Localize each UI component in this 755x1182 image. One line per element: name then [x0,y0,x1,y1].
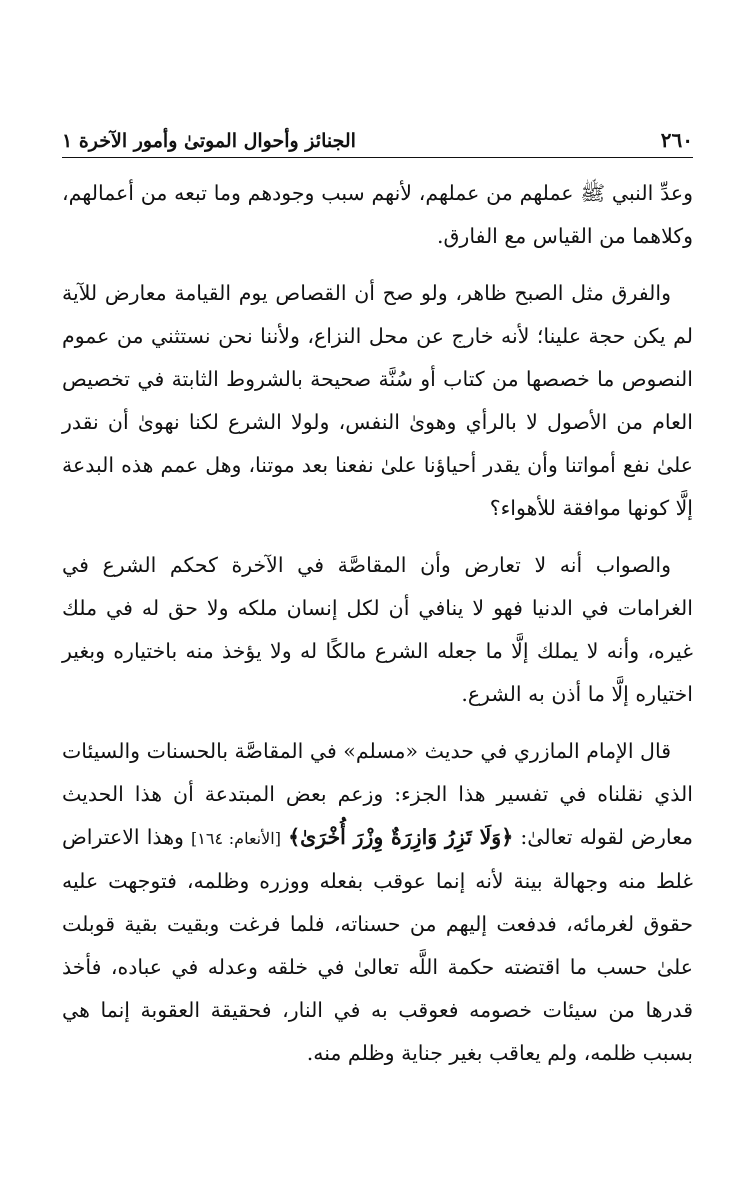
header-divider [62,157,693,158]
body-text [62,172,693,1089]
page-number: ٢٦٠ [660,128,693,152]
quran-verse: ﴿وَلَا تَزِرُ وَازِرَةٌ وِزْرَ أُخْرَىٰ﴾ [288,825,514,849]
paragraph-4-rest: وهذا الاعتراض غلط منه وجهالة بينة لأنه إنما عوقب بفعله ووزره وظلمه، فتوجهت عليه حقوق لغرمائه، فدفعت إليهم من حسناته، فلما فرغت وبقيت بقية قوبلت علىٰ حسب ما اقتضته حكمة اللَّه تعالىٰ في خلقه وعدله في عباده، فأخذ قدرها من سيئات خصومه فعوقب به في النار، فحقيقة العقوبة إنما هي بسبب ظلمه، ولم يعاقب بغير جناية وظلم منه. [62,825,693,1065]
page-header [62,118,693,152]
paragraph-4 [62,730,693,1075]
running-title: الجنائز وأحوال الموتىٰ وأمور الآخرة ١ [62,130,356,152]
verse-reference: [الأنعام: ١٦٤] [191,829,281,848]
paragraph-1: وعدِّ النبي ﷺ عملهم من عملهم، لأنهم سبب وجودهم وما تبعه من أعمالهم، وكلاهما من القياس مع الفارق. [62,181,693,248]
paragraph-4-intro: قال الإمام المازري في حديث «مسلم» في المقاصَّة بالحسنات والسيئات الذي نقلناه في تفسير هذا الجزء: وزعم بعض المبتدعة أن هذا الحديث معارض لقوله تعالىٰ: [62,739,693,849]
paragraph-2: والفرق مثل الصبح ظاهر، ولو صح أن القصاص يوم القيامة معارض للآية لم يكن حجة علينا؛ لأنه خارج عن محل النزاع، ولأننا نحن نستثني من عموم النصوص ما خصصها من كتاب أو سُنَّة صحيحة بالشروط الثابتة في تخصيص العام من الأصول لا بالرأي وهوىٰ النفس، ولولا الشرع لكنا نهوىٰ أن نقدر علىٰ نفع أمواتنا وأن يقدر أحياؤنا علىٰ نفعنا بعد موتنا، وهل عمم هذه البدعة إلَّا كونها موافقة للأهواء؟ [62,281,693,520]
paragraph-3: والصواب أنه لا تعارض وأن المقاصَّة في الآخرة كحكم الشرع في الغرامات في الدنيا فهو لا ينافي أن لكل إنسان ملكه ولا حق له في ملك غيره، وأنه لا يملك إلَّا ما جعله الشرع مالكًا له ولا يؤخذ منه باختياره وبغير اختياره إلَّا ما أذن به الشرع. [62,553,693,706]
